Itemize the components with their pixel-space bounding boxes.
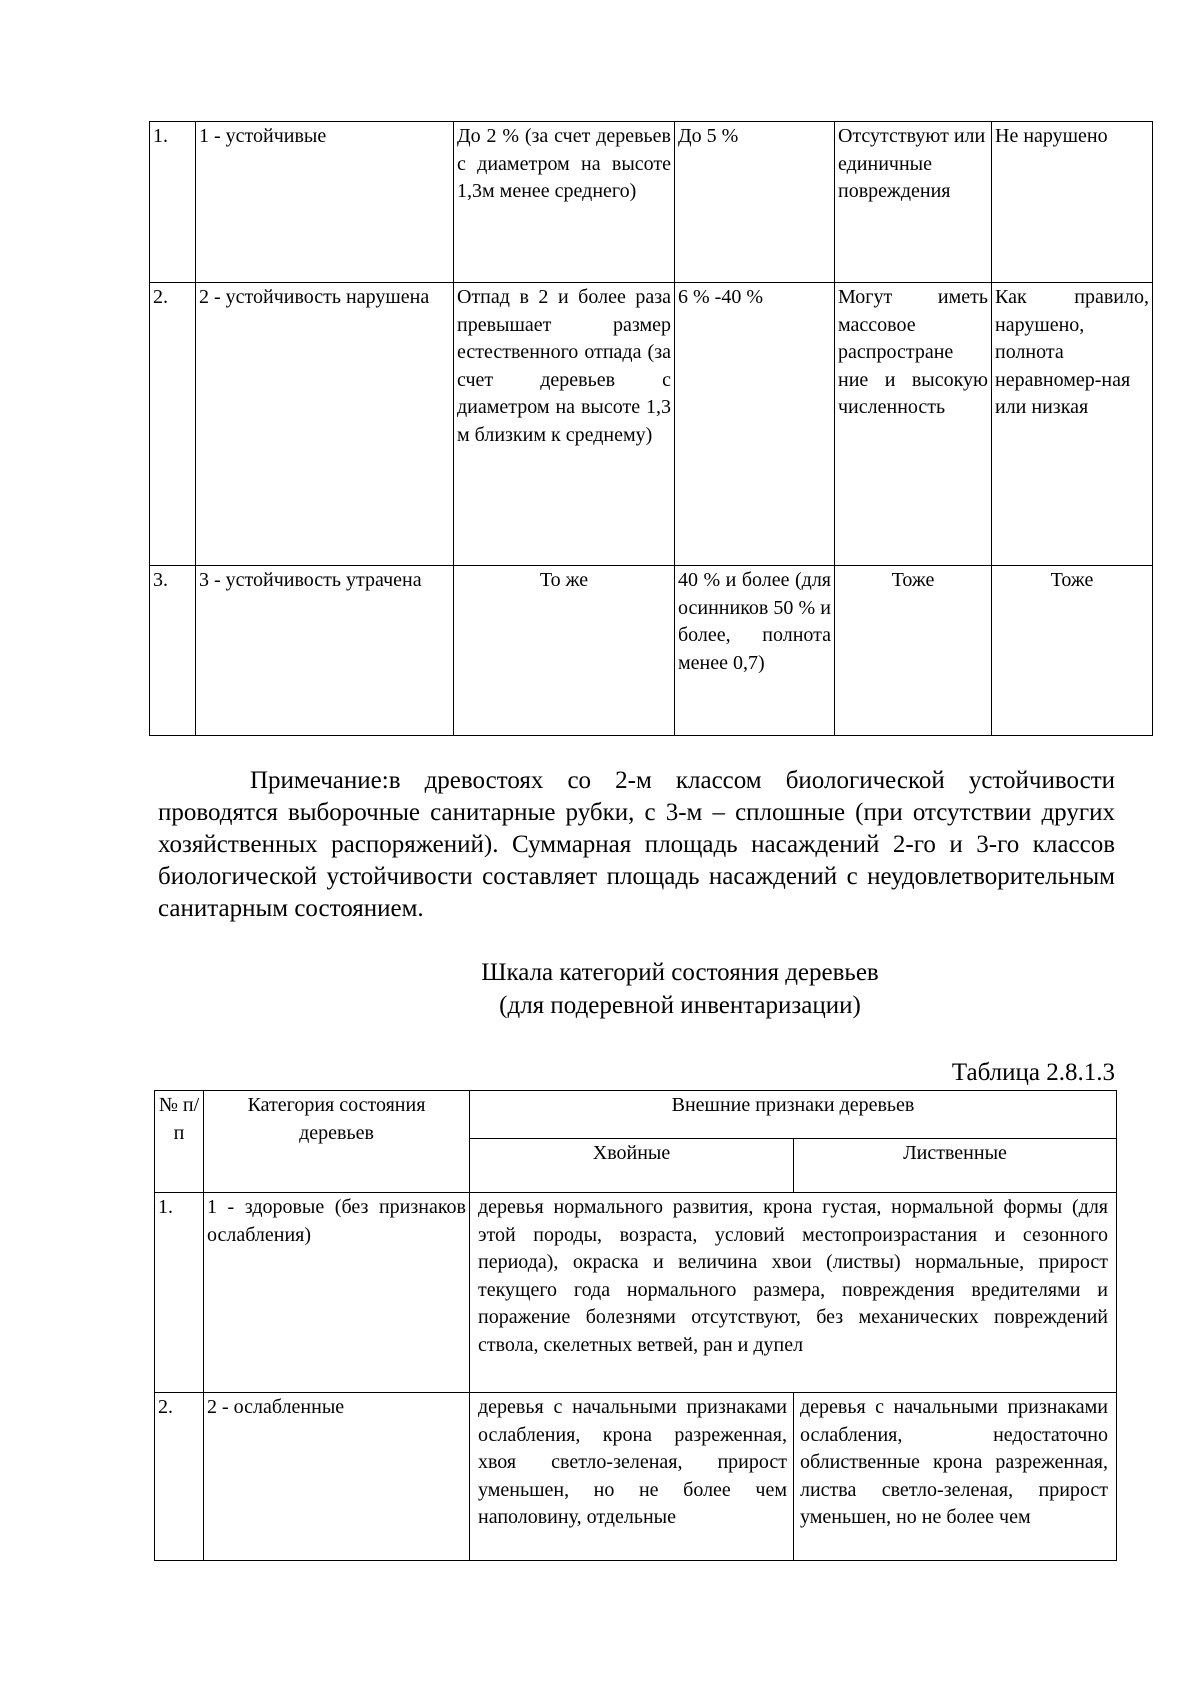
dead-trees-cell: 40 % и более (для осинников 50 % и более, полнота менее 0,7)	[675, 566, 835, 736]
conifers-cell: деревья с начальными признаками ослабления, крона разреженная, хвоя светло-зеленая, прирост уменьшен, но не более чем наполовину, отдельные	[470, 1393, 794, 1561]
header-row	[155, 1091, 1117, 1139]
signs-common-cell: деревья нормального развития, крона густая, нормальной формы (для этой породы, возраста, условий местопроизрастания и сезонного периода), окраска и величина хвои (листвы) нормальные, прирост текущего года нормального размера, повреждения вредителями и поражение болезнями отсутствуют, без механических повреждений ствола, скелетных ветвей, ран и дупел	[470, 1193, 1117, 1393]
dieback-cell: До 2 % (за счет деревьев с диаметром на высоте 1,3м менее среднего)	[454, 122, 675, 283]
damage-cell: Тоже	[835, 566, 992, 736]
header-category: Категория состояния деревьев	[204, 1091, 470, 1193]
header-number: № п/п	[155, 1091, 204, 1193]
row-number: 1.	[155, 1193, 204, 1393]
header-deciduous: Лиственные	[794, 1139, 1117, 1193]
scale-title-line1: Шкала категорий состояния деревьев	[481, 959, 879, 986]
category-cell: 2 - ослабленные	[204, 1393, 470, 1561]
dead-trees-cell: До 5 %	[675, 122, 835, 283]
table-number-label: Таблица 2.8.1.3	[951, 1059, 1115, 1086]
damage-cell: Могут иметь массовое распростране ние и высокую численность	[835, 283, 992, 566]
table-row	[155, 1393, 1117, 1561]
deciduous-cell: деревья с начальными признаками ослабления, недостаточно облиственные крона разреженная, листва светло-зеленая, прирост уменьшен, но не более чем	[794, 1393, 1117, 1561]
stability-class: 3 - устойчивость утрачена	[196, 566, 454, 736]
table-row	[150, 122, 1153, 283]
row-number: 2.	[150, 283, 196, 566]
table-row	[155, 1193, 1117, 1393]
row-number: 2.	[155, 1393, 204, 1561]
structure-cell: Тоже	[992, 566, 1153, 736]
stability-table	[149, 121, 1153, 736]
stability-class: 2 - устойчивость нарушена	[196, 283, 454, 566]
scale-title	[340, 956, 1020, 1022]
row-number: 3.	[150, 566, 196, 736]
structure-cell: Как правило, нарушено, полнота неравномер-ная или низкая	[992, 283, 1153, 566]
dieback-cell: То же	[454, 566, 675, 736]
table-row	[150, 283, 1153, 566]
damage-cell: Отсутствуют или единичные повреждения	[835, 122, 992, 283]
stability-class: 1 - устойчивые	[196, 122, 454, 283]
header-external-signs: Внешние признаки деревьев	[470, 1091, 1117, 1139]
tree-condition-table	[154, 1090, 1117, 1561]
category-cell: 1 - здоровые (без признаков ослабления)	[204, 1193, 470, 1393]
header-conifers: Хвойные	[470, 1139, 794, 1193]
note-paragraph: Примечание:в древостоях со 2-м классом биологической устойчивости проводятся выборочные санитарные рубки, с 3-м – сплошные (при отсутствии других хозяйственных распоряжений). Суммарная площадь насаждений 2-го и 3-го классов биологической устойчивости составляет площадь насаждений с неудовлетворительным санитарным состоянием.	[158, 767, 1115, 922]
row-number: 1.	[150, 122, 196, 283]
dieback-cell: Отпад в 2 и более раза превышает размер естественного отпада (за счет деревьев с диаметром на высоте 1,3 м близким к среднему)	[454, 283, 675, 566]
table-row	[150, 566, 1153, 736]
scale-title-line2: (для подеревной инвентаризации)	[499, 992, 861, 1019]
dead-trees-cell: 6 % -40 %	[675, 283, 835, 566]
structure-cell: Не нарушено	[992, 122, 1153, 283]
